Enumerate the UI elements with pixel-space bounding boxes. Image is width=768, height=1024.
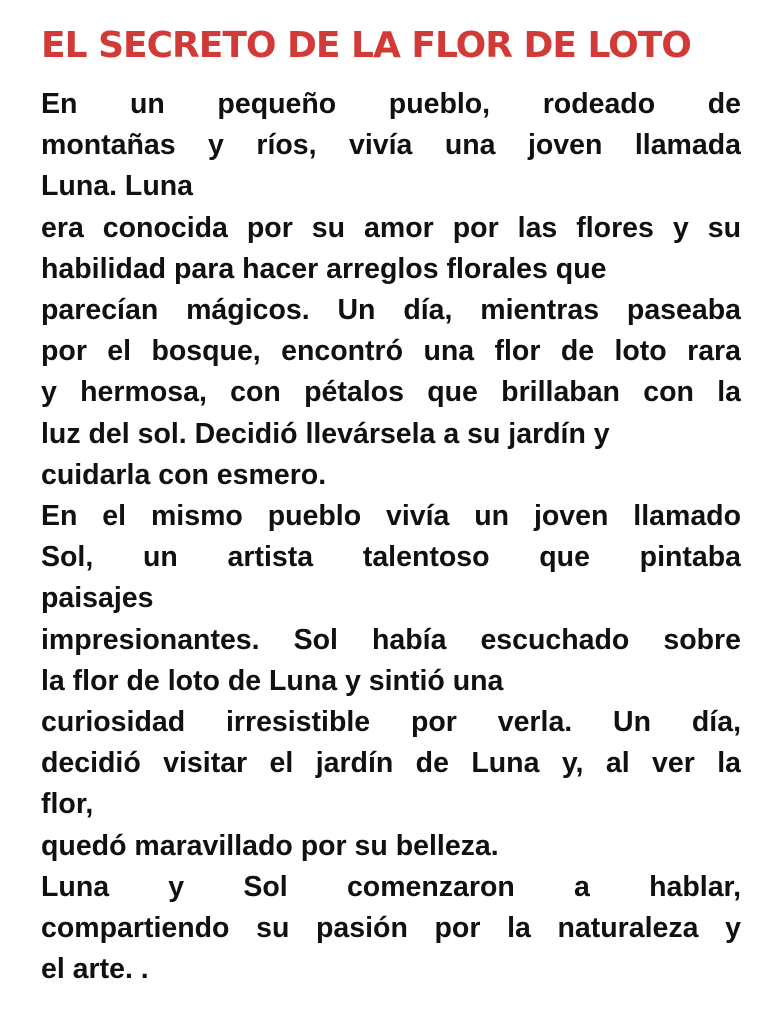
text-line: Luna. Luna bbox=[41, 170, 193, 203]
paragraph-6 bbox=[41, 826, 741, 867]
text-line: impresionantes. Sol había escuchado sobre bbox=[41, 623, 741, 656]
paragraph-2 bbox=[41, 208, 741, 496]
text-line: la flor de loto de Luna y sintió una bbox=[41, 664, 504, 697]
text-line: En el mismo pueblo vivía un joven llamado bbox=[41, 500, 741, 533]
text-line: montañas y ríos, vivía una joven llamada bbox=[41, 129, 741, 162]
text-line: En un pequeño pueblo, rodeado de bbox=[41, 88, 741, 120]
text-line: Sol, un artista talentoso que pintaba bbox=[41, 541, 741, 574]
text-line: habilidad para hacer arreglos florales que bbox=[41, 252, 607, 285]
text-line: paisajes bbox=[41, 582, 154, 615]
text-line: compartiendo su pasión por la naturaleza y bbox=[41, 912, 741, 945]
text-line: Luna y Sol comenzaron a hablar, bbox=[41, 870, 741, 903]
text-line: curiosidad irresistible por verla. Un día, bbox=[41, 706, 741, 739]
text-line: decidió visitar el jardín de Luna y, al ver la bbox=[41, 747, 741, 780]
text-line: cuidarla con esmero. bbox=[41, 458, 327, 491]
text-line: luz del sol. Decidió llevársela a su jardín y bbox=[41, 417, 610, 450]
paragraph-5 bbox=[41, 702, 741, 826]
paragraph-1 bbox=[41, 84, 741, 208]
paragraph-3 bbox=[41, 496, 741, 620]
text-line: parecían mágicos. Un día, mientras paseaba bbox=[41, 294, 741, 327]
text-line: quedó maravillado por su belleza. bbox=[41, 829, 499, 862]
text-line: por el bosque, encontró una flor de loto rara bbox=[41, 335, 741, 368]
text-line: era conocida por su amor por las flores y su bbox=[41, 211, 741, 244]
paragraph-4 bbox=[41, 620, 741, 702]
text-line: el arte. . bbox=[41, 953, 149, 986]
paragraph-7 bbox=[41, 867, 741, 991]
document-page bbox=[41, 18, 741, 990]
document-body bbox=[41, 84, 741, 990]
text-line: flor, bbox=[41, 788, 94, 821]
text-line: y hermosa, con pétalos que brillaban con la bbox=[41, 376, 741, 409]
document-title: EL SECRETO DE LA FLOR DE LOTO bbox=[41, 25, 691, 66]
